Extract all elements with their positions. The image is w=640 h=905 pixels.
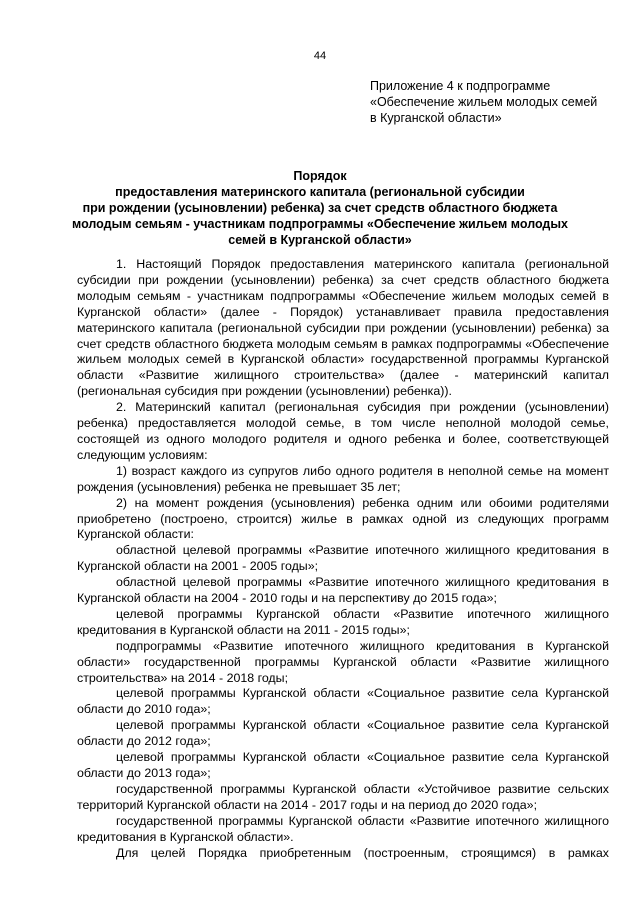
- paragraph: государственной программы Курганской области «Развитие ипотечного жилищного кредитования в Курганской области».: [77, 813, 609, 844]
- appendix-note: [370, 78, 610, 126]
- title-line: семей в Курганской области»: [228, 233, 412, 247]
- paragraph: целевой программы Курганской области «Развитие ипотечного жилищного кредитования в Курганской области на 2011 - 2015 годы»;: [77, 606, 609, 637]
- paragraph: 2. Материнский капитал (региональная субсидия при рождении (усыновлении) ребенка) предоставляется молодой семье, в том числе неполной молодой семье, состоящей из одного молодого родителя и одного ребенка и более, соответствующей следующим условиям:: [77, 400, 609, 462]
- paragraph: целевой программы Курганской области «Социальное развитие села Курганской области до 2013 года»;: [77, 750, 609, 780]
- paragraph: областной целевой программы «Развитие ипотечного жилищного кредитования в Курганской области на 2001 - 2005 годы»;: [77, 543, 609, 574]
- title-line: молодым семьям - участникам подпрограммы «Обеспечение жильем молодых: [72, 217, 568, 231]
- paragraph: Для целей Порядка приобретенным (построенным, строящимся) в рамках: [116, 845, 609, 860]
- appendix-line: Приложение 4 к подпрограмме: [370, 79, 551, 93]
- title-line: при рождении (усыновлении) ребенка) за счет средств областного бюджета: [82, 201, 558, 215]
- paragraph: государственной программы Курганской области «Устойчивое развитие сельских территорий Курганской области на 2014 - 2017 годы и на период до 2020 года»;: [77, 781, 609, 812]
- title-line: Порядок: [293, 169, 347, 183]
- paragraph: 2) на момент рождения (усыновления) ребенка одним или обоими родителями приобретено (построено, строится) жилье в рамках одной из следующих программ Курганской области:: [77, 495, 609, 542]
- title-line: предоставления материнского капитала (региональной субсидии: [115, 185, 525, 199]
- appendix-line: «Обеспечение жильем молодых семей: [370, 95, 598, 109]
- document-title: [70, 168, 570, 248]
- document-body: [77, 257, 609, 861]
- appendix-line: в Курганской области»: [370, 111, 502, 125]
- page-number: 44: [313, 50, 327, 62]
- paragraph: 1) возраст каждого из супругов либо одного родителя в неполной семье на момент рождения (усыновления) ребенка не превышает 35 лет;: [77, 463, 609, 494]
- paragraph: 1. Настоящий Порядок предоставления материнского капитала (региональной субсидии при рождении (усыновлении) ребенка) за счет средств областного бюджета молодым семьям - участникам подпрограммы «Обеспечение жильем молодых семей в Курганской области» (далее - Порядок) устанавливает правила предоставления материнского капитала (региональной субсидии при рождении (усыновлении) ребенка) за счет средств областного бюджета молодым семьям в рамках подпрограммы «Обеспечение жильем молодых семей в Курганской области» государственной программы Курганской области «Развитие жилищного строительства» (далее - материнский капитал (региональная субсидия при рождении (усыновлении) ребенка)).: [77, 257, 609, 399]
- paragraph: целевой программы Курганской области «Социальное развитие села Курганской области до 2010 года»;: [77, 686, 609, 717]
- paragraph: подпрограммы «Развитие ипотечного жилищного кредитования в Курганской области» государственной программы Курганской области «Развитие жилищного строительства» на 2014 - 2018 годы;: [77, 638, 609, 685]
- paragraph: целевой программы Курганской области «Социальное развитие села Курганской области до 2012 года»;: [77, 718, 609, 749]
- paragraph: областной целевой программы «Развитие ипотечного жилищного кредитования в Курганской области на 2004 - 2010 годы и на перспективу до 2015 года»;: [77, 575, 609, 606]
